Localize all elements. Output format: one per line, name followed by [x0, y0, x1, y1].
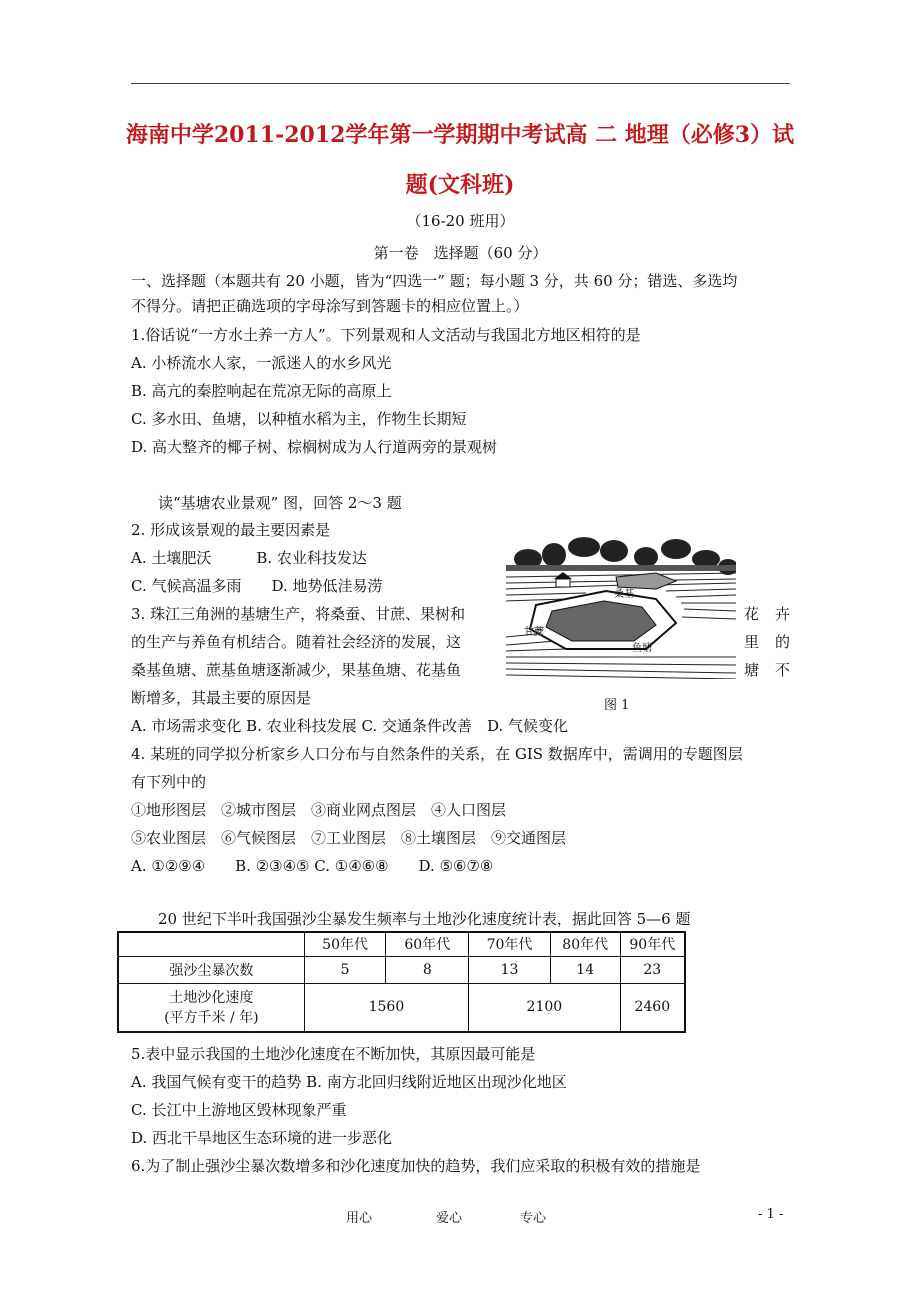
q3-line-1-tail: [744, 603, 790, 624]
instructions-line-1: 一、选择题（本题共有 20 小题，皆为“四选一” 题；每小题 3 分，共 60 分；错选、多选均: [131, 272, 738, 290]
table-cell: 1560: [304, 983, 468, 1032]
q1-option-a: A. 小桥流水人家，一派迷人的水乡风光: [131, 354, 392, 372]
q5-option-d: D. 西北干旱地区生态环境的进一步恶化: [131, 1129, 393, 1147]
q2-options-ab: A. 土壤肥沃 B. 农业科技发达: [131, 549, 367, 567]
table-header-cell: 70年代: [469, 932, 551, 956]
dike-pond-landscape-figure: [506, 537, 736, 679]
footer-word: 专心: [520, 1211, 547, 1226]
q4-layers-1: ①地形图层 ②城市图层 ③商业网点图层 ④人口图层: [131, 801, 507, 819]
row-label-line: 土地沙化速度: [169, 990, 254, 1007]
figure-label-sangji: 桑基: [614, 589, 634, 600]
q6-stem: 6.为了制止强沙尘暴次数增多和沙化速度加快的趋势，我们应采取的积极有效的措施是: [131, 1157, 701, 1175]
q3-line-2-tail: [744, 631, 790, 652]
q5-option-c: C. 长江中上游地区毁林现象严重: [131, 1101, 347, 1119]
table-header-cell: 90年代: [620, 932, 685, 956]
header-rule: [131, 83, 790, 84]
q5-options-ab: A. 我国气候有变干的趋势 B. 南方北回归线附近地区出现沙化地区: [131, 1073, 567, 1091]
table-cell: 2100: [469, 983, 620, 1032]
q3-line-3-tail: [744, 659, 790, 680]
q1-stem: 1.俗话说“一方水土养一方人”。下列景观和人文活动与我国北方地区相符的是: [131, 326, 641, 344]
table-corner-cell: [118, 932, 304, 956]
section-heading: 第一卷 选择题（60 分）: [373, 244, 548, 262]
row-label: 强沙尘暴次数: [118, 956, 304, 983]
table-caption: 20 世纪下半叶我国强沙尘暴发生频率与土地沙化速度统计表，据此回答 5—6 题: [158, 910, 691, 928]
row-label-line: (平方千米 / 年): [164, 1010, 259, 1027]
table-header-cell: 50年代: [304, 932, 386, 956]
footer-word: 用心: [346, 1211, 373, 1226]
q1-option-b: B. 高亢的秦腔响起在荒凉无际的高原上: [131, 382, 392, 400]
q3-line-1: 3. 珠江三角洲的基塘生产，将桑蚕、甘蔗、果树和: [131, 605, 466, 623]
q3-line-4: 断增多，其最主要的原因是: [131, 689, 312, 707]
table-header-cell: 60年代: [386, 932, 469, 956]
q3-options: A. 市场需求变化 B. 农业科技发展 C. 交通条件改善 D. 气候变化: [131, 717, 568, 735]
q4-layers-2: ⑤农业图层 ⑥气候图层 ⑦工业图层 ⑧土壤图层 ⑨交通图层: [131, 829, 567, 847]
table-row: [118, 983, 685, 1032]
figure-label-yutang: 鱼塘: [632, 643, 652, 654]
table-cell: 5: [304, 956, 386, 983]
sandstorm-statistics-table: [117, 931, 686, 1033]
q1-option-c: C. 多水田、鱼塘，以种植水稻为主，作物生长期短: [131, 410, 467, 428]
table-cell: 14: [550, 956, 620, 983]
q4-stem-1: 4. 某班的同学拟分析家乡人口分布与自然条件的关系，在 GIS 数据库中，需调用的专题图层: [131, 745, 743, 763]
q3-tail-char: 的: [774, 633, 790, 651]
q3-line-2: 的生产与养鱼有机结合。随着社会经济的发展，这: [131, 633, 462, 651]
class-note: （16-20 班用）: [406, 212, 515, 230]
table-header-cell: 80年代: [550, 932, 620, 956]
table-cell: 13: [469, 956, 551, 983]
q3-tail-char: 卉: [774, 605, 790, 623]
footer-word: 爱心: [436, 1211, 463, 1226]
intro-q2-q3: 读“基塘农业景观” 图，回答 2～3 题: [158, 494, 402, 512]
row-label: [118, 983, 304, 1032]
q2-stem: 2. 形成该景观的最主要因素是: [131, 521, 331, 539]
q3-tail-char: 里: [744, 633, 760, 651]
q2-options-cd: C. 气候高温多雨 D. 地势低洼易涝: [131, 577, 383, 595]
title-line-2: 题(文科班): [405, 172, 515, 198]
title-line-1: 海南中学2011-2012学年第一学期期中考试高 二 地理（必修3）试: [125, 122, 795, 148]
table-cell: 2460: [620, 983, 685, 1032]
table-cell: 23: [620, 956, 685, 983]
q4-options: A. ①②⑨④ B. ②③④⑤ C. ①④⑥⑧ D. ⑤⑥⑦⑧: [131, 857, 494, 875]
q3-tail-char: 塘: [744, 661, 760, 679]
figure-caption: 图 1: [604, 698, 630, 713]
figure-label-ganzhe: 甘蔗: [524, 627, 544, 638]
q5-stem: 5.表中显示我国的土地沙化速度在不断加快，其原因最可能是: [131, 1045, 536, 1063]
q1-option-d: D. 高大整齐的椰子树、棕榈树成为人行道两旁的景观树: [131, 438, 498, 456]
q3-line-3: 桑基鱼塘、蔗基鱼塘逐渐减少，果基鱼塘、花基鱼: [131, 661, 462, 679]
table-header-row: [118, 932, 685, 956]
q3-tail-char: 不: [774, 661, 790, 679]
instructions-line-2: 不得分。请把正确选项的字母涂写到答题卡的相应位置上。）: [131, 297, 529, 315]
q4-stem-2: 有下列中的: [131, 773, 207, 791]
q3-tail-char: 花: [744, 605, 760, 623]
page-number: - 1 -: [758, 1207, 784, 1222]
table-cell: 8: [386, 956, 469, 983]
table-row: [118, 956, 685, 983]
